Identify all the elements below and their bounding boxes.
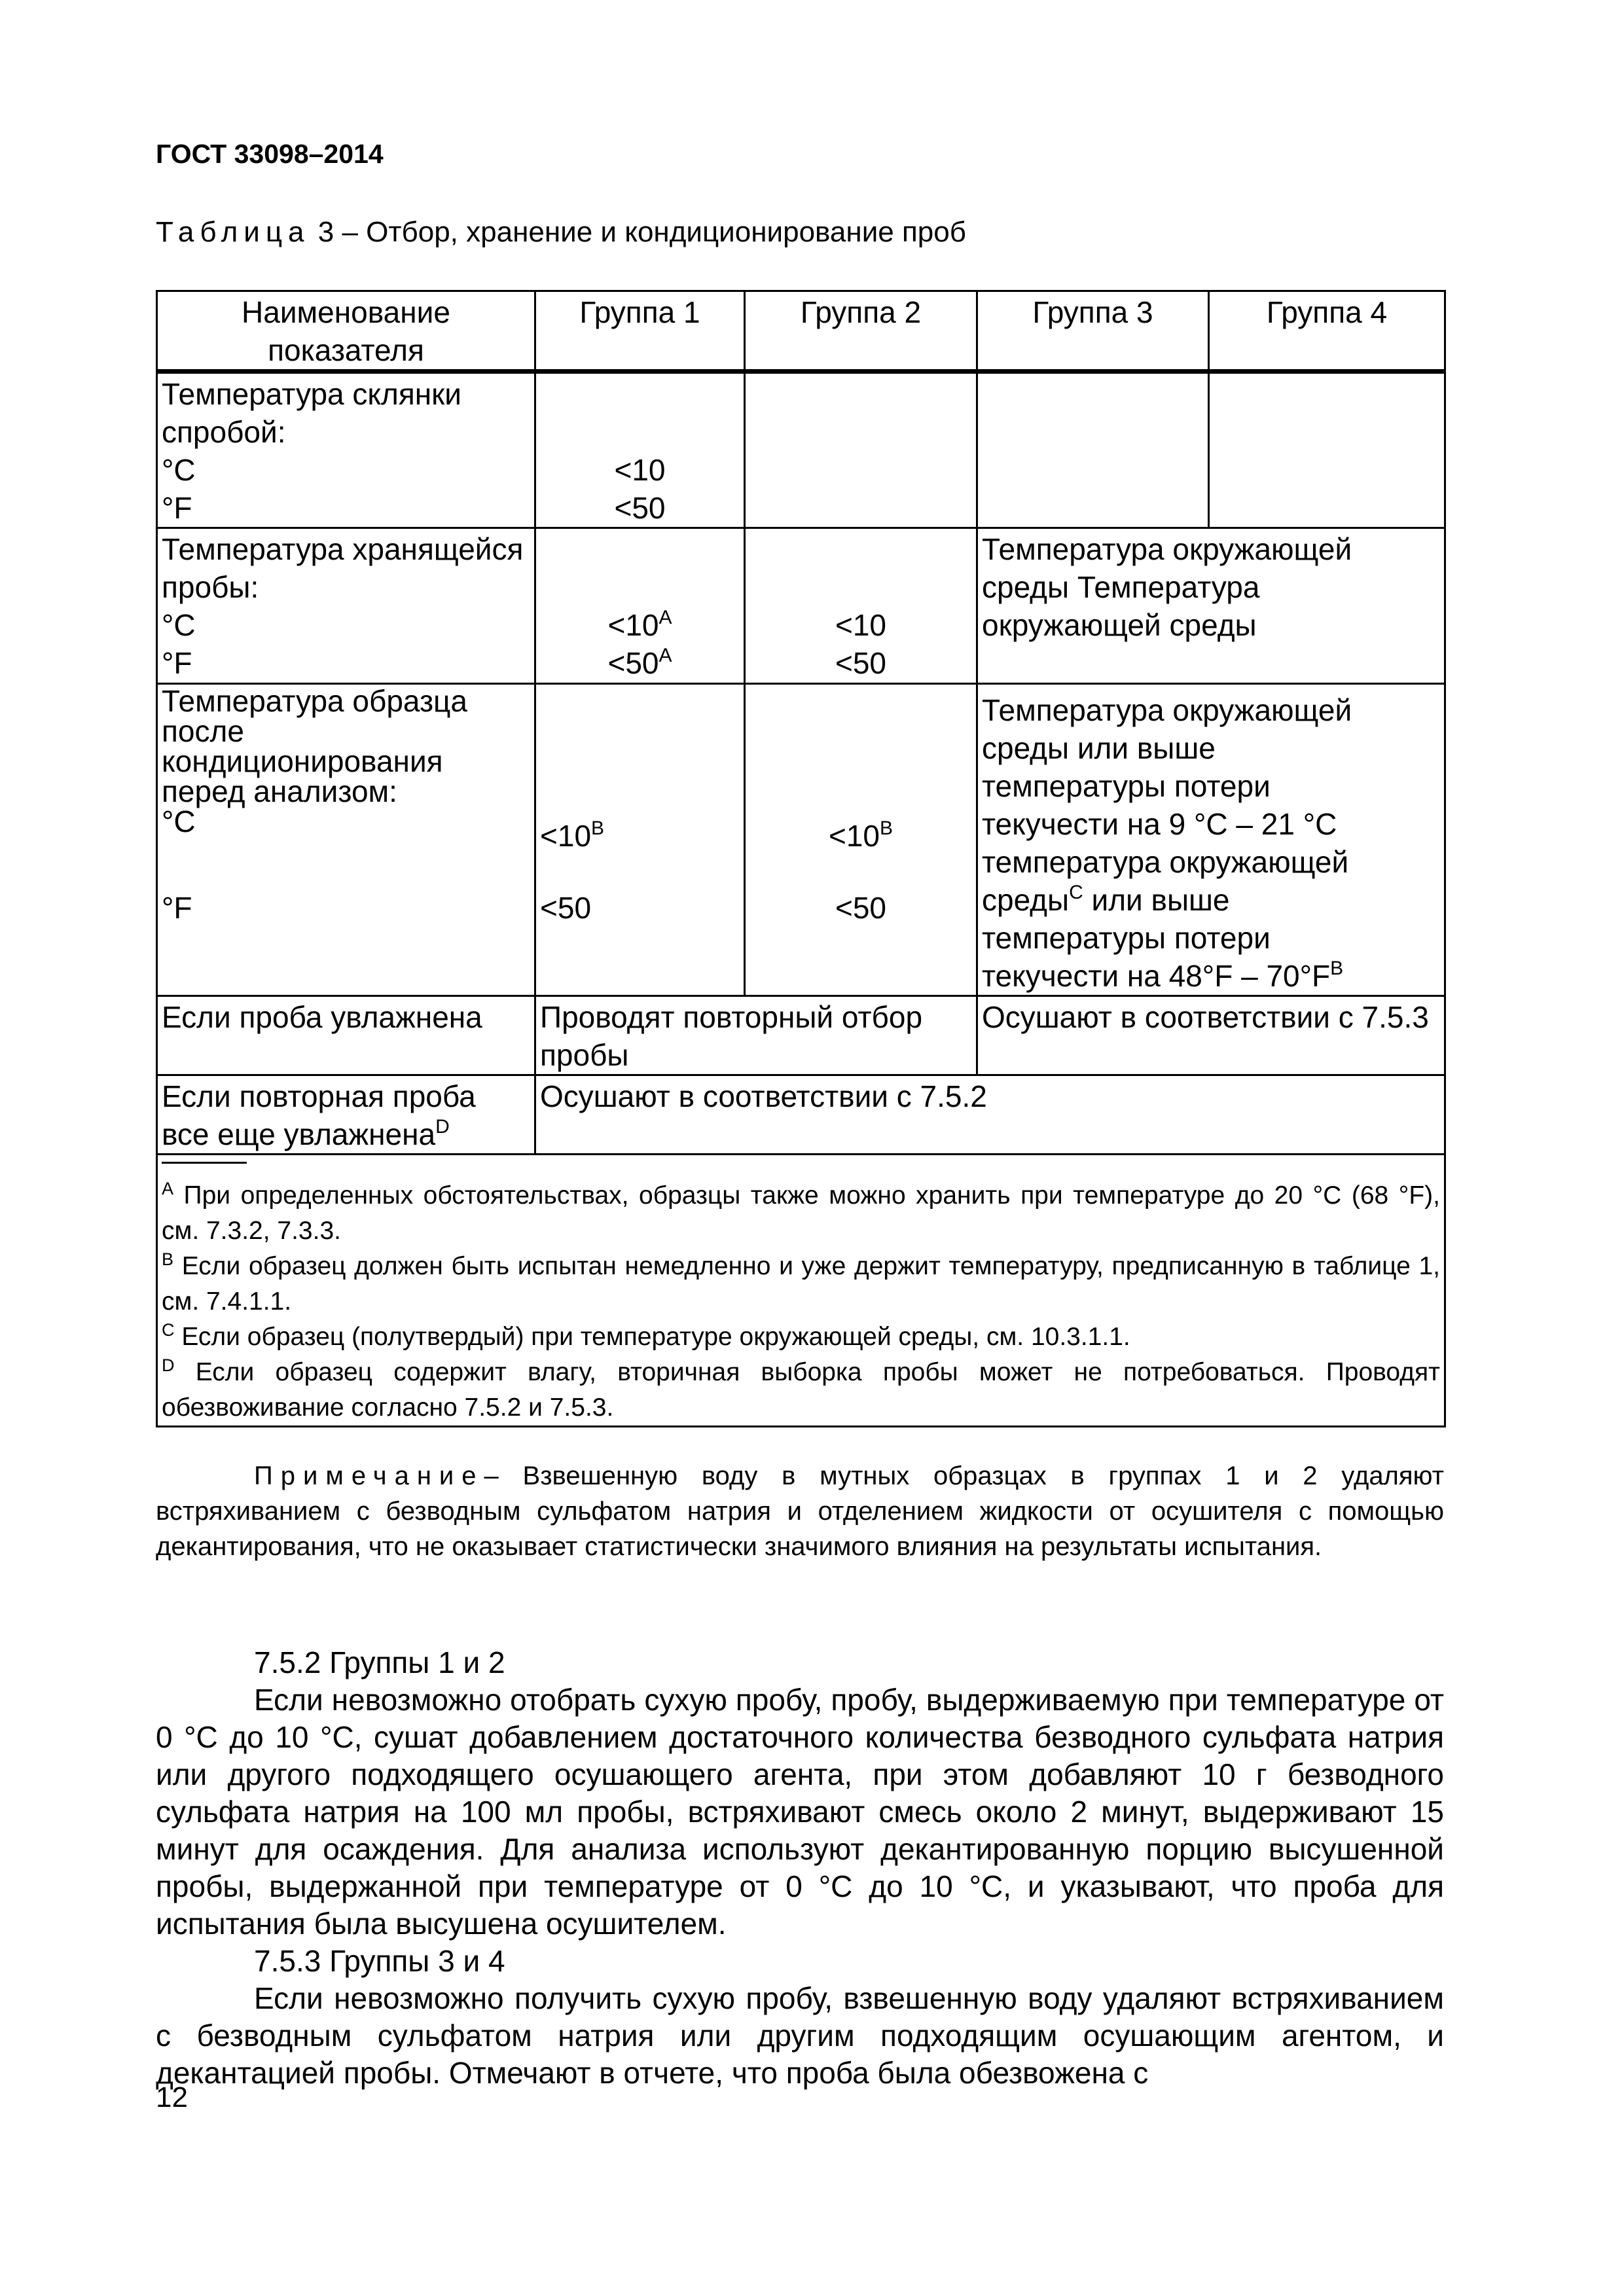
table-row [157, 528, 1445, 684]
table-footnotes [157, 1155, 1445, 1427]
group2-cell [745, 372, 977, 528]
group3-4-cell: Осушают в соответствии с 7.5.3 [977, 996, 1445, 1075]
row-label-text: Температура хранящейся пробы: [162, 532, 524, 604]
note-label: Примечание [254, 1462, 484, 1490]
table-row [157, 372, 1445, 528]
cell-value: Температура окружающей среды Температура окружающей среды [982, 532, 1352, 642]
cell-value: $<10^B$ [540, 817, 605, 853]
footnote-ref: C [1069, 882, 1083, 903]
footnote: $^B$ Если образец должен быть испытан немедленно и уже держит температуру, предписанную в таблице 1, см. 7.4.1.1. [162, 1249, 1440, 1316]
group2-cell [745, 684, 977, 996]
cell-value: $<10^A$ [607, 607, 672, 642]
group1-cell [535, 528, 745, 684]
table-caption [156, 216, 966, 249]
table-caption-label: Таблица [156, 216, 310, 248]
row-label: Если проба увлажнена [157, 996, 535, 1075]
table-footnotes-row [157, 1155, 1445, 1427]
cell-value: <50 [835, 646, 887, 680]
row-label: Если повторная проба все еще увлажнена$^D$ [157, 1075, 535, 1155]
footnote-rule [162, 1162, 247, 1164]
table-row [157, 996, 1445, 1075]
cell-value: Температура окружающей среды или выше температуры потери текучести на 9 °C – 21 °C температура окружающей среды$^C$ или выше температуры потери текучести на $48^\circ F - 70^\circ F^B$ [982, 693, 1352, 993]
row-label [157, 528, 535, 684]
row-label-text: Температура образца после кондиционирования перед анализом: [162, 684, 467, 808]
group3-cell [977, 372, 1209, 528]
page-number: 12 [156, 2081, 188, 2113]
cell-value: <50 [540, 891, 592, 925]
row-label [157, 372, 535, 528]
row-label [157, 684, 535, 996]
table-row [157, 684, 1445, 996]
footnote-ref: A [659, 607, 672, 628]
samples-table [156, 290, 1446, 1427]
footnote-ref: B [591, 817, 605, 839]
row-label-text: Температура склянки спробой: [162, 377, 462, 449]
section-paragraph: Если невозможно получить сухую пробу, взвешенную воду удаляют встряхиванием с безводным сульфатом натрия или другим подходящим осушающим агентом, и декантацией пробы. Отмечают в отчете, что проба была обезвожена с [156, 1981, 1444, 2090]
cell-value: <50 [835, 891, 887, 925]
footnote-ref: B [1330, 958, 1344, 979]
unit-fahrenheit: °F [162, 646, 192, 680]
column-header: Группа 1 [535, 291, 745, 372]
table-note [156, 1458, 1444, 1564]
footnote: $^C$ Если образец (полутвердый) при температуре окружающей среды, см. 10.3.1.1. [162, 1320, 1130, 1351]
cell-value: <50 [614, 491, 666, 525]
cell-value: $<10^B$ [828, 817, 893, 853]
column-header: Группа 2 [745, 291, 977, 372]
group1-cell [535, 684, 745, 996]
group2-cell [745, 528, 977, 684]
column-header: Группа 4 [1209, 291, 1445, 372]
group4-cell [1209, 372, 1445, 528]
group1-4-cell: Осушают в соответствии с 7.5.2 [535, 1075, 1445, 1155]
table-caption-text: 3 – Отбор, хранение и кондиционирование проб [317, 216, 966, 248]
cell-value: <10 [614, 453, 666, 487]
footnote-ref: A [659, 645, 672, 666]
unit-celsius: °C [162, 453, 196, 487]
group1-2-cell: Проводят повторный отбор пробы [535, 996, 977, 1075]
unit-celsius: °C [162, 804, 196, 838]
group3-4-cell [977, 684, 1445, 996]
footnote-ref: B [880, 817, 893, 839]
unit-fahrenheit: °F [162, 891, 192, 925]
cell-value: $<50^A$ [607, 645, 672, 680]
column-header: Наименование показателя [157, 291, 535, 372]
unit-celsius: °C [162, 608, 196, 642]
section-paragraph: Если невозможно отобрать сухую пробу, пробу, выдерживаемую при температуре от 0 °C до 10 °C, сушат добавлением достаточного количества безводного сульфата натрия или другого подходящего осушающего агента, при этом добавляют 10 г безводного сульфата натрия на 100 мл пробы, встряхивают смесь около 2 минут, выдерживают 15 минут для осаждения. Для анализа используют декантированную порцию высушенной пробы, выдержанной при температуре от 0 °C до 10 °C, и указывают, что проба для испытания была высушена осушителем. [156, 1683, 1444, 1941]
footnote: $^A$ При определенных обстоятельствах, образцы также можно хранить при температуре до 20 °C (68 °F), см. 7.3.2, 7.3.3. [162, 1179, 1440, 1245]
footnote: $^D$ Если образец содержит влагу, вторичная выборка пробы может не потребоваться. Проводят обезвоживание согласно 7.5.2 и 7.5.3. [162, 1355, 1440, 1422]
column-header: Группа 3 [977, 291, 1209, 372]
group1-cell [535, 372, 745, 528]
unit-fahrenheit: °F [162, 491, 192, 525]
table-row [157, 1075, 1445, 1155]
section-heading: 7.5.3 Группы 3 и 4 [254, 1944, 505, 1978]
cell-value: <10 [835, 608, 887, 642]
table-header-row [157, 291, 1445, 372]
section-heading: 7.5.2 Группы 1 и 2 [254, 1645, 505, 1679]
note-text: – Взвешенную воду в мутных образцах в группах 1 и 2 удаляют встряхиванием с безводным сульфатом натрия и отделением жидкости от осушителя с помощью декантирования, что не оказывает статистически значимого влияния на результаты испытания. [156, 1462, 1444, 1561]
footnote-ref: D [435, 1116, 450, 1138]
group3-4-cell [977, 528, 1445, 684]
document-header: ГОСТ 33098–2014 [156, 139, 384, 169]
